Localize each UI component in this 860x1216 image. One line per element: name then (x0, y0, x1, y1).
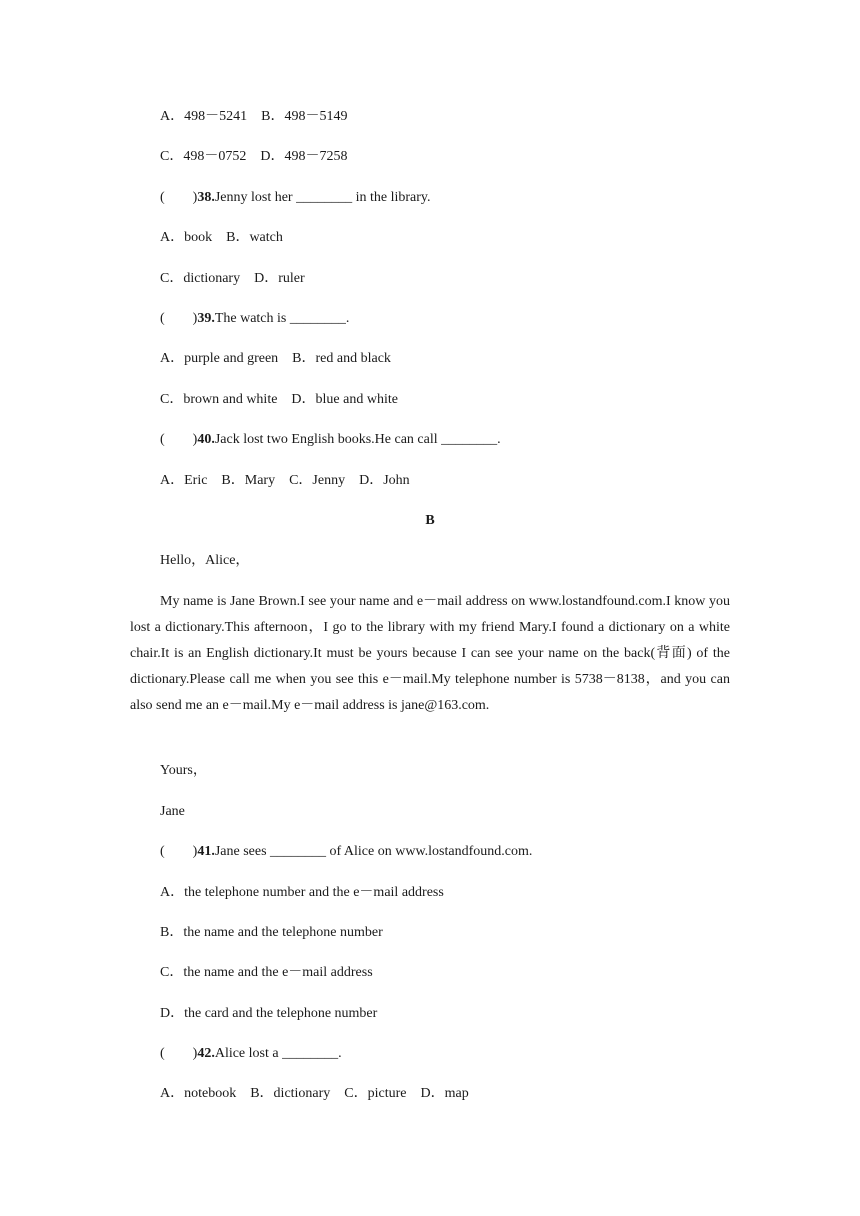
letter-signature: Jane (160, 804, 185, 819)
question-text: Jack lost two English books.He can call ________. (214, 432, 501, 447)
answer-blank: ( ) (160, 1046, 198, 1061)
question-41 (160, 843, 532, 861)
answer-blank: ( ) (160, 844, 198, 859)
q41-option-a: A．the telephone number and the e－mail address (160, 885, 444, 900)
q37-options-line-2: C．498－0752 D．498－7258 (160, 149, 348, 164)
answer-blank: ( ) (160, 311, 198, 326)
question-number: 40. (197, 432, 215, 447)
question-text: Jane sees ________ of Alice on www.lostandfound.com. (214, 844, 533, 859)
letter-body: My name is Jane Brown.I see your name and e－mail address on www.lostandfound.com.I know you lost a dictionary.This afternoon，I go to the library with my friend Mary.I found a dictionary on a white chair.It is an English dictionary.It must be yours because I can see your name on the back(背面) of the dictionary.Please call me when you see this e－mail.My telephone number is 5738－8138，and you can also send me an e－mail.My e－mail address is jane@163.com. (130, 594, 730, 713)
q41-option-b: B．the name and the telephone number (160, 925, 383, 940)
question-text: The watch is ________. (214, 311, 350, 326)
q41-option-d: D．the card and the telephone number (160, 1006, 378, 1021)
letter-closing: Yours， (160, 763, 207, 778)
q39-options-line-2: C．brown and white D．blue and white (160, 392, 398, 407)
q38-options-line-2: C．dictionary D．ruler (160, 271, 305, 286)
q38-options-line-1: A．book B．watch (160, 230, 283, 245)
answer-blank: ( ) (160, 432, 198, 447)
question-number: 39. (197, 311, 215, 326)
answer-blank: ( ) (160, 190, 198, 205)
question-text: Alice lost a ________. (214, 1046, 342, 1061)
q37-options-line-1: A．498－5241 B．498－5149 (160, 109, 348, 124)
question-number: 38. (197, 190, 215, 205)
question-text: Jenny lost her ________ in the library. (214, 190, 431, 205)
section-heading: B (425, 513, 435, 528)
q40-options-line-1: A．Eric B．Mary C．Jenny D．John (160, 473, 410, 488)
q41-option-c: C．the name and the e－mail address (160, 965, 373, 980)
question-40 (160, 431, 501, 449)
question-39 (160, 310, 349, 328)
q42-options-line-1: A．notebook B．dictionary C．picture D．map (160, 1086, 469, 1101)
letter-greeting: Hello，Alice， (160, 553, 250, 568)
question-42 (160, 1045, 342, 1063)
question-number: 42. (197, 1046, 215, 1061)
question-38 (160, 189, 431, 207)
q39-options-line-1: A．purple and green B．red and black (160, 351, 391, 366)
question-number: 41. (197, 844, 215, 859)
